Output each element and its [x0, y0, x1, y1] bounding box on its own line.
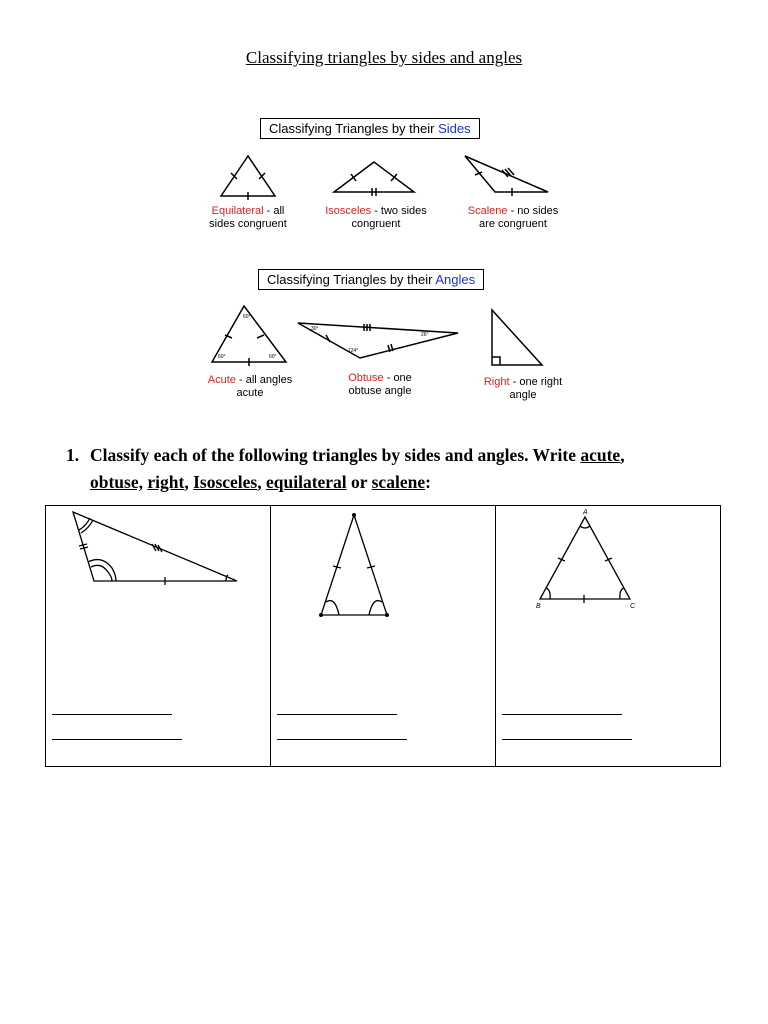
vertex-label-b: B [536, 603, 541, 610]
exercise-triangle-2 [271, 506, 496, 626]
obtuse-triangle-icon [298, 323, 458, 358]
acute-caption: Acute - all angles acute [207, 374, 293, 399]
sides-heading: Classifying Triangles by their Sides [260, 118, 480, 139]
right-caption: Right - one right angle [483, 376, 563, 401]
exercise-triangle-3 [496, 506, 721, 626]
answer-cell [496, 506, 720, 766]
angles-heading: Classifying Triangles by their Angles [258, 269, 484, 290]
obtuse-angle-label: 26° [421, 332, 429, 338]
acute-angle-label: 60° [243, 314, 251, 320]
acute-angle-label: 60° [269, 354, 277, 360]
acute-angle-label: 60° [218, 354, 226, 360]
obtuse-caption: Obtuse - one obtuse angle [348, 372, 412, 397]
vertex-label-c: C [630, 603, 636, 610]
obtuse-angle-label: 30° [311, 326, 319, 332]
answer-table [45, 505, 721, 767]
obtuse-angle-label: 124° [348, 348, 359, 354]
answer-blank[interactable] [52, 714, 172, 715]
equilateral-triangle-icon [221, 156, 275, 200]
page-title: Classifying triangles by sides and angles [245, 48, 523, 67]
question-text: Classify each of the following triangles by sides and angles. Write acute, obtuse, right, Isosceles, equilateral or scalene: [90, 445, 625, 492]
equilateral-caption: Equilateral - all sides congruent [209, 205, 287, 230]
angles-triangles [190, 300, 590, 380]
answer-blank[interactable] [277, 739, 407, 740]
question-1 [66, 442, 746, 496]
answer-blank[interactable] [502, 739, 632, 740]
scalene-caption: Scalene - no sides are congruent [467, 205, 559, 230]
vertex-label-a: A [583, 509, 588, 516]
answer-blank[interactable] [277, 714, 397, 715]
isosceles-triangle-icon [334, 162, 414, 196]
exercise-triangle-1 [46, 506, 271, 606]
answer-cell [271, 506, 496, 766]
answer-blank[interactable] [52, 739, 182, 740]
answer-cell [46, 506, 271, 766]
answer-blank[interactable] [502, 714, 622, 715]
isosceles-caption: Isosceles - two sides congruent [325, 205, 427, 230]
question-number: 1. [66, 445, 80, 465]
right-triangle-icon [492, 310, 542, 365]
reference-figure [190, 112, 590, 412]
scalene-triangle-icon [465, 156, 548, 196]
